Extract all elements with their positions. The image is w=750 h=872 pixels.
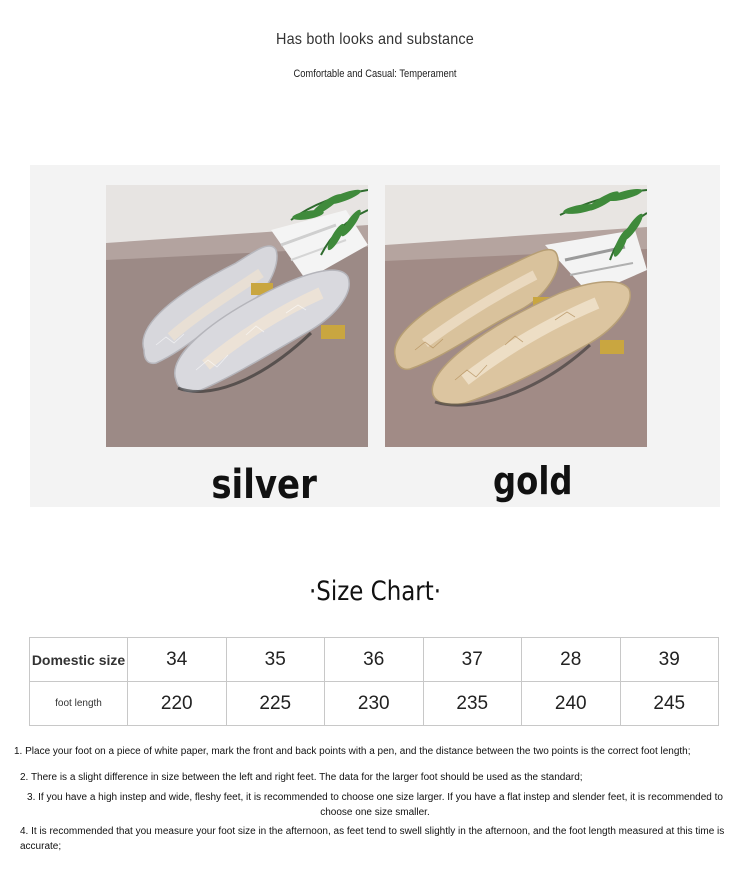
length-cell: 240 <box>522 682 621 726</box>
silver-label: silver <box>211 462 317 508</box>
subheadline: Comfortable and Casual: Temperament <box>293 68 457 80</box>
measurement-notes <box>14 744 736 864</box>
length-cell: 235 <box>423 682 522 726</box>
product-gallery <box>30 165 720 507</box>
note-item: 1. Place your foot on a piece of white paper, mark the front and back points with a pen, and the distance between the two points is the correct foot length; <box>14 746 691 757</box>
size-cell: 34 <box>128 638 227 682</box>
note-item: 4. It is recommended that you measure your foot size in the afternoon, as feet tend to swell slightly in the afternoon, and the foot length measured at this time is accurate; <box>20 826 725 852</box>
length-cell: 220 <box>128 682 227 726</box>
gold-label: gold <box>493 459 573 503</box>
size-chart-title: ·Size Chart· <box>308 576 442 607</box>
length-cell: 245 <box>620 682 719 726</box>
size-cell: 36 <box>325 638 424 682</box>
size-chart-table <box>29 637 719 726</box>
row-header-domestic-size: Domestic size <box>30 638 128 682</box>
headline: Has both looks and substance <box>276 31 474 48</box>
silver-shoes-photo[interactable] <box>106 185 368 447</box>
gold-shoes-image <box>385 185 647 447</box>
note-item: 3. If you have a high instep and wide, fleshy feet, it is recommended to choose one size larger. If you have a flat instep and slender feet, it is recommended to choose one size smaller. <box>27 792 723 818</box>
size-row-foot-length <box>30 682 719 726</box>
size-cell: 35 <box>226 638 325 682</box>
row-header-foot-length: foot length <box>30 682 128 726</box>
gold-shoes-photo[interactable] <box>385 185 647 447</box>
size-cell: 39 <box>620 638 719 682</box>
silver-shoes-image <box>106 185 368 447</box>
size-cell: 28 <box>522 638 621 682</box>
length-cell: 225 <box>226 682 325 726</box>
size-cell: 37 <box>423 638 522 682</box>
size-row-domestic <box>30 638 719 682</box>
length-cell: 230 <box>325 682 424 726</box>
note-item: 2. There is a slight difference in size between the left and right feet. The data for the larger foot should be used as the standard; <box>20 772 583 783</box>
